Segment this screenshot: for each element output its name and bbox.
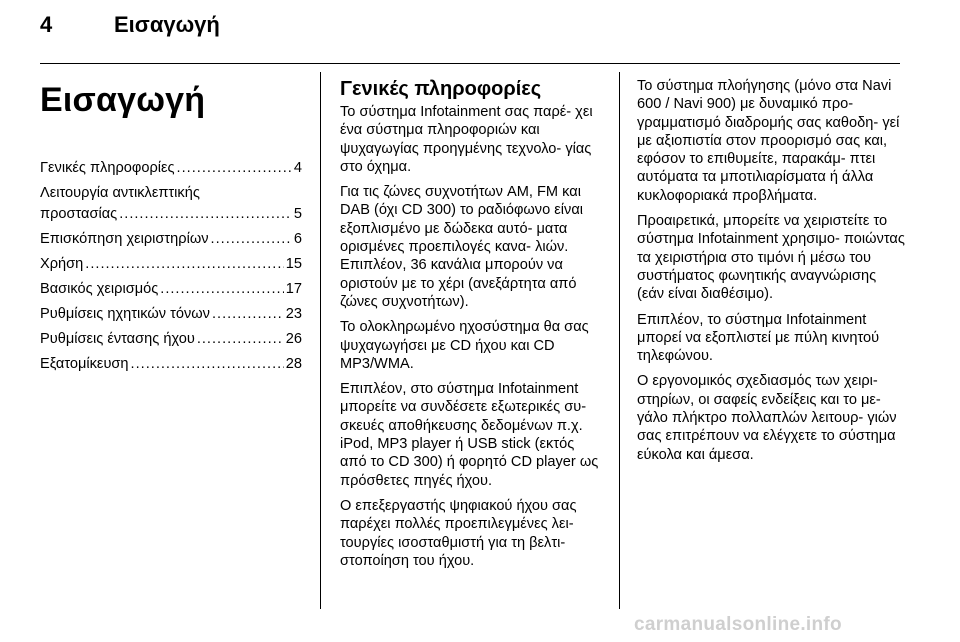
page-number: 4 <box>40 12 53 37</box>
toc-entry-label: Βασικός χειρισμός <box>40 281 159 297</box>
toc-entry-page: 28 <box>285 356 302 372</box>
chapter-title: Εισαγωγή <box>40 81 206 119</box>
column-divider <box>320 72 321 609</box>
toc-entry[interactable] <box>40 279 302 300</box>
body-paragraph: Ο επεξεργαστής ψηφιακού ήχου σας παρέχει πολλές προεπιλεγμένες λει- τουργίες ισοσταθμιστή για τη βελτι- στοποίηση του ήχου. <box>340 497 577 569</box>
toc-leader-dots <box>212 304 284 325</box>
toc-entry-page: 6 <box>293 231 302 247</box>
body-paragraph: Προαιρετικά, μπορείτε να χειριστείτε το σύστημα Infotainment χρησιμο- ποιώντας τα χειριστήρια στο τιμόνι ή μέσω του συστήματος φωνητικής αναγνώρισης (εάν είναι διαθέσιμο). <box>637 213 905 303</box>
toc-entry-page: 15 <box>285 256 302 272</box>
body-paragraph: Επιπλέον, στο σύστημα Infotainment μπορείτε να συνδέσετε εξωτερικές συ- σκευές αποθήκευσης δεδομένων π.χ. iPod, MP3 player ή USB stick (εκτός από το CD 300) ή φορητό CD player ως πρόσθετες πηγές ήχου. <box>340 381 599 489</box>
toc-entry[interactable] <box>40 354 302 375</box>
body-paragraph: Το σύστημα Infotainment σας παρέ- χει ένα σύστημα πληροφοριών και ψυχαγωγίας προηγμένης τεχνολο- γίας στο όχημα. <box>340 104 593 175</box>
section-heading: Γενικές πληροφορίες <box>340 78 542 100</box>
toc-entry-page: 17 <box>285 281 302 297</box>
header-rule <box>40 63 900 64</box>
body-paragraph: Το σύστημα πλοήγησης (μόνο στα Navi 600 / Navi 900) με δυναμικό προ- γραμματισμό διαδρομής σας καθοδη- γεί με αξιοπιστία στον προορισμό σας και, εφόσον το επιθυμείτε, παρακάμ- πτει αυτόματα τα μποτιλιαρίσματα ή άλλα κυκλοφοριακά προβλήματα. <box>637 78 900 204</box>
watermark-text: carmanualsonline.info <box>634 614 842 635</box>
toc-entry-label: Επισκόπηση χειριστηρίων <box>40 231 209 247</box>
toc-entry-page: 5 <box>293 206 302 222</box>
toc-leader-dots <box>119 204 292 225</box>
toc-entry[interactable] <box>40 229 302 250</box>
toc-entry-label-continued: προστασίας <box>40 206 118 222</box>
toc-entry[interactable] <box>40 304 302 325</box>
body-paragraph: Επιπλέον, το σύστημα Infotainment μπορεί να εξοπλιστεί με πύλη κινητού τηλεφώνου. <box>637 311 880 365</box>
toc-leader-dots <box>131 354 284 375</box>
toc-entry-page: 23 <box>285 306 302 322</box>
column-divider <box>619 72 620 609</box>
toc-entry-label: Χρήση <box>40 256 84 272</box>
toc-leader-dots <box>177 158 292 179</box>
body-paragraph: Το ολοκληρωμένο ηχοσύστημα θα σας ψυχαγωγήσει με CD ήχου και CD MP3/WMA. <box>340 319 589 372</box>
column-toc <box>40 72 302 379</box>
toc-entry-page: 4 <box>293 160 302 176</box>
table-of-contents <box>40 158 302 375</box>
body-paragraph: Για τις ζώνες συχνοτήτων AM, FM και DAB (όχι CD 300) το ραδιόφωνο είναι εξοπλισμένο με δώδεκα αυτό- ματα ορισμένες προεπιλογές κανα- λιών. Επιπλέον, 36 κανάλια μπορούν να οριστούν με το χέρι (ανεξάρτητα από ζώνες συχνοτήτων). <box>340 184 583 310</box>
toc-leader-dots <box>211 229 292 250</box>
running-title: Εισαγωγή <box>114 12 220 37</box>
toc-entry-label: Γενικές πληροφορίες <box>40 160 175 176</box>
body-paragraph: Ο εργονομικός σχεδιασμός των χειρι- στηρίων, οι σαφείς ενδείξεις και το με- γάλο πλήκτρο πολλαπλών λειτουρ- γιών σας επιτρέπουν να ελέγχετε το σύστημα εύκολα και άμεσα. <box>637 373 897 463</box>
toc-entry[interactable] <box>40 254 302 275</box>
toc-entry-label: Ρυθμίσεις έντασης ήχου <box>40 331 195 347</box>
toc-leader-dots <box>197 329 284 350</box>
toc-leader-dots <box>160 279 284 300</box>
toc-entry-label: Εξατομίκευση <box>40 356 129 372</box>
toc-entry-label: Λειτουργία αντικλεπτικής <box>40 185 200 201</box>
toc-entry[interactable] <box>40 158 302 179</box>
toc-entry-page: 26 <box>285 331 302 347</box>
toc-leader-dots <box>85 254 283 275</box>
toc-entry[interactable] <box>40 183 302 225</box>
column-section-body <box>340 72 602 577</box>
column-section-continued <box>637 77 907 471</box>
toc-entry[interactable] <box>40 329 302 350</box>
page-header <box>40 12 922 52</box>
toc-entry-label: Ρυθμίσεις ηχητικών τόνων <box>40 306 210 322</box>
